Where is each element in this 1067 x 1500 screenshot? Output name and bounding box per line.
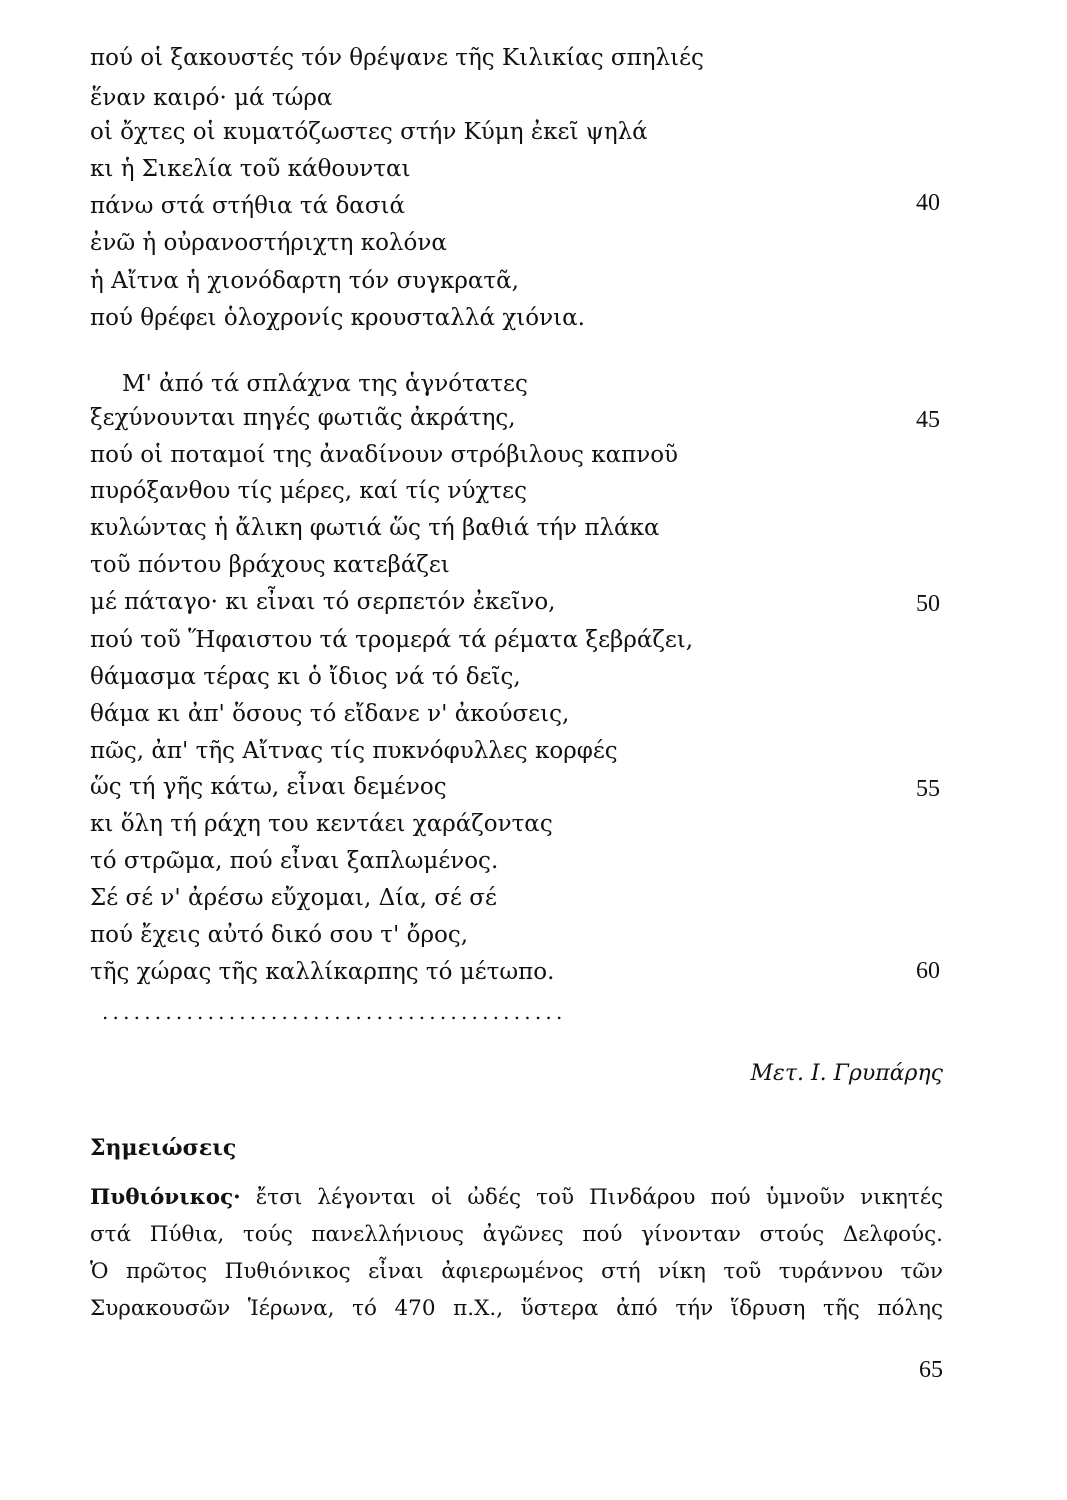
poem-line: πῶς, ἀπ' τῆς Αἴτνας τίς πυκνόφυλλες κορφές (90, 738, 618, 764)
poem-line: πού τοῦ Ἥφαιστου τά τρομερά τά ρέματα ξεβράζει, (90, 627, 694, 653)
note-line: Συρακουσῶν Ἱέρωνα, τό 470 π.Χ., ὕστερα ἀπό τήν ἵδρυση τῆς πόλης (90, 1296, 943, 1321)
poem-line: θάμασμα τέρας κι ὁ ἴδιος νά τό δεῖς, (90, 664, 521, 690)
note-line: στά Πύθια, τούς πανελλήνιους ἀγῶνες πού γίνονταν στούς Δελφούς. (90, 1222, 943, 1247)
poem-line: κι ὅλη τή ράχη του κεντάει χαράζοντας (90, 811, 553, 837)
line-number-40: 40 (916, 190, 940, 216)
poem-line: πυρόξανθου τίς μέρες, καί τίς νύχτες (90, 478, 527, 504)
poem-line: πού θρέφει ὁλοχρονίς κρουσταλλά χιόνια. (90, 305, 585, 331)
line-number-50: 50 (916, 591, 940, 617)
poem-line: ξεχύνουνται πηγές φωτιᾶς ἀκράτης, (90, 405, 516, 431)
poem-line: τό στρῶμα, πού εἶναι ξαπλωμένος. (90, 848, 499, 874)
poem-line: Μ' ἀπό τά σπλάχνα της ἁγνότατες (122, 371, 528, 397)
page-number: 65 (919, 1357, 943, 1383)
poem-line: θάμα κι ἀπ' ὅσους τό εἴδανε ν' ἀκούσεις, (90, 701, 570, 727)
note-line: Ὁ πρῶτος Πυθιόνικος εἶναι ἀφιερωμένος στή νίκη τοῦ τυράννου τῶν (90, 1259, 943, 1284)
line-number-45: 45 (916, 407, 940, 433)
note-term: Πυθιόνικος· (90, 1185, 241, 1210)
poem-line: πάνω στά στήθια τά δασιά (90, 193, 406, 219)
poem-line: πού οἱ ποταμοί της ἀναδίνουν στρόβιλους καπνοῦ (90, 442, 679, 468)
poem-line: ἡ Αἴτνα ἡ χιονόδαρτη τόν συγκρατᾶ, (90, 268, 519, 294)
poem-line: οἱ ὄχτες οἱ κυματόζωστες στήν Κύμη ἐκεῖ ψηλά (90, 119, 648, 145)
poem-line: τοῦ πόντου βράχους κατεβάζει (90, 552, 450, 578)
poem-line: ἐνῶ ἡ οὐρανοστήριχτη κολόνα (90, 230, 447, 256)
poem-line: ἕναν καιρό· μά τώρα (90, 85, 333, 111)
poem-line: τῆς χώρας τῆς καλλίκαρπης τό μέτωπο. (90, 959, 555, 985)
notes-heading: Σημειώσεις (90, 1135, 237, 1161)
translator-credit: Μετ. Ι. Γρυπάρης (750, 1061, 943, 1086)
poem-line: πού ἔχεις αὐτό δικό σου τ' ὄρος, (90, 922, 469, 948)
poem-line: μέ πάταγο· κι εἶναι τό σερπετόν ἐκεῖνο, (90, 589, 556, 615)
poem-line: κυλώντας ἡ ἄλικη φωτιά ὥς τή βαθιά τήν πλάκα (90, 515, 660, 541)
line-number-60: 60 (916, 958, 940, 984)
poem-line: πού οἱ ξακουστές τόν θρέψανε τῆς Κιλικίας σπηλιές (90, 45, 704, 71)
poem-line: ὥς τή γῆς κάτω, εἶναι δεμένος (90, 774, 447, 800)
line-number-55: 55 (916, 776, 940, 802)
ellipsis-dots: ............................................ (102, 1000, 567, 1024)
note-text: ἔτσι λέγονται οἱ ὠδές τοῦ Πινδάρου πού ὑμνοῦν νικητές (240, 1185, 943, 1210)
poem-line: Σέ σέ ν' ἀρέσω εὔχομαι, Δία, σέ σέ (90, 885, 497, 911)
poem-line: κι ἡ Σικελία τοῦ κάθουνται (90, 156, 411, 182)
note-line (90, 1184, 943, 1212)
